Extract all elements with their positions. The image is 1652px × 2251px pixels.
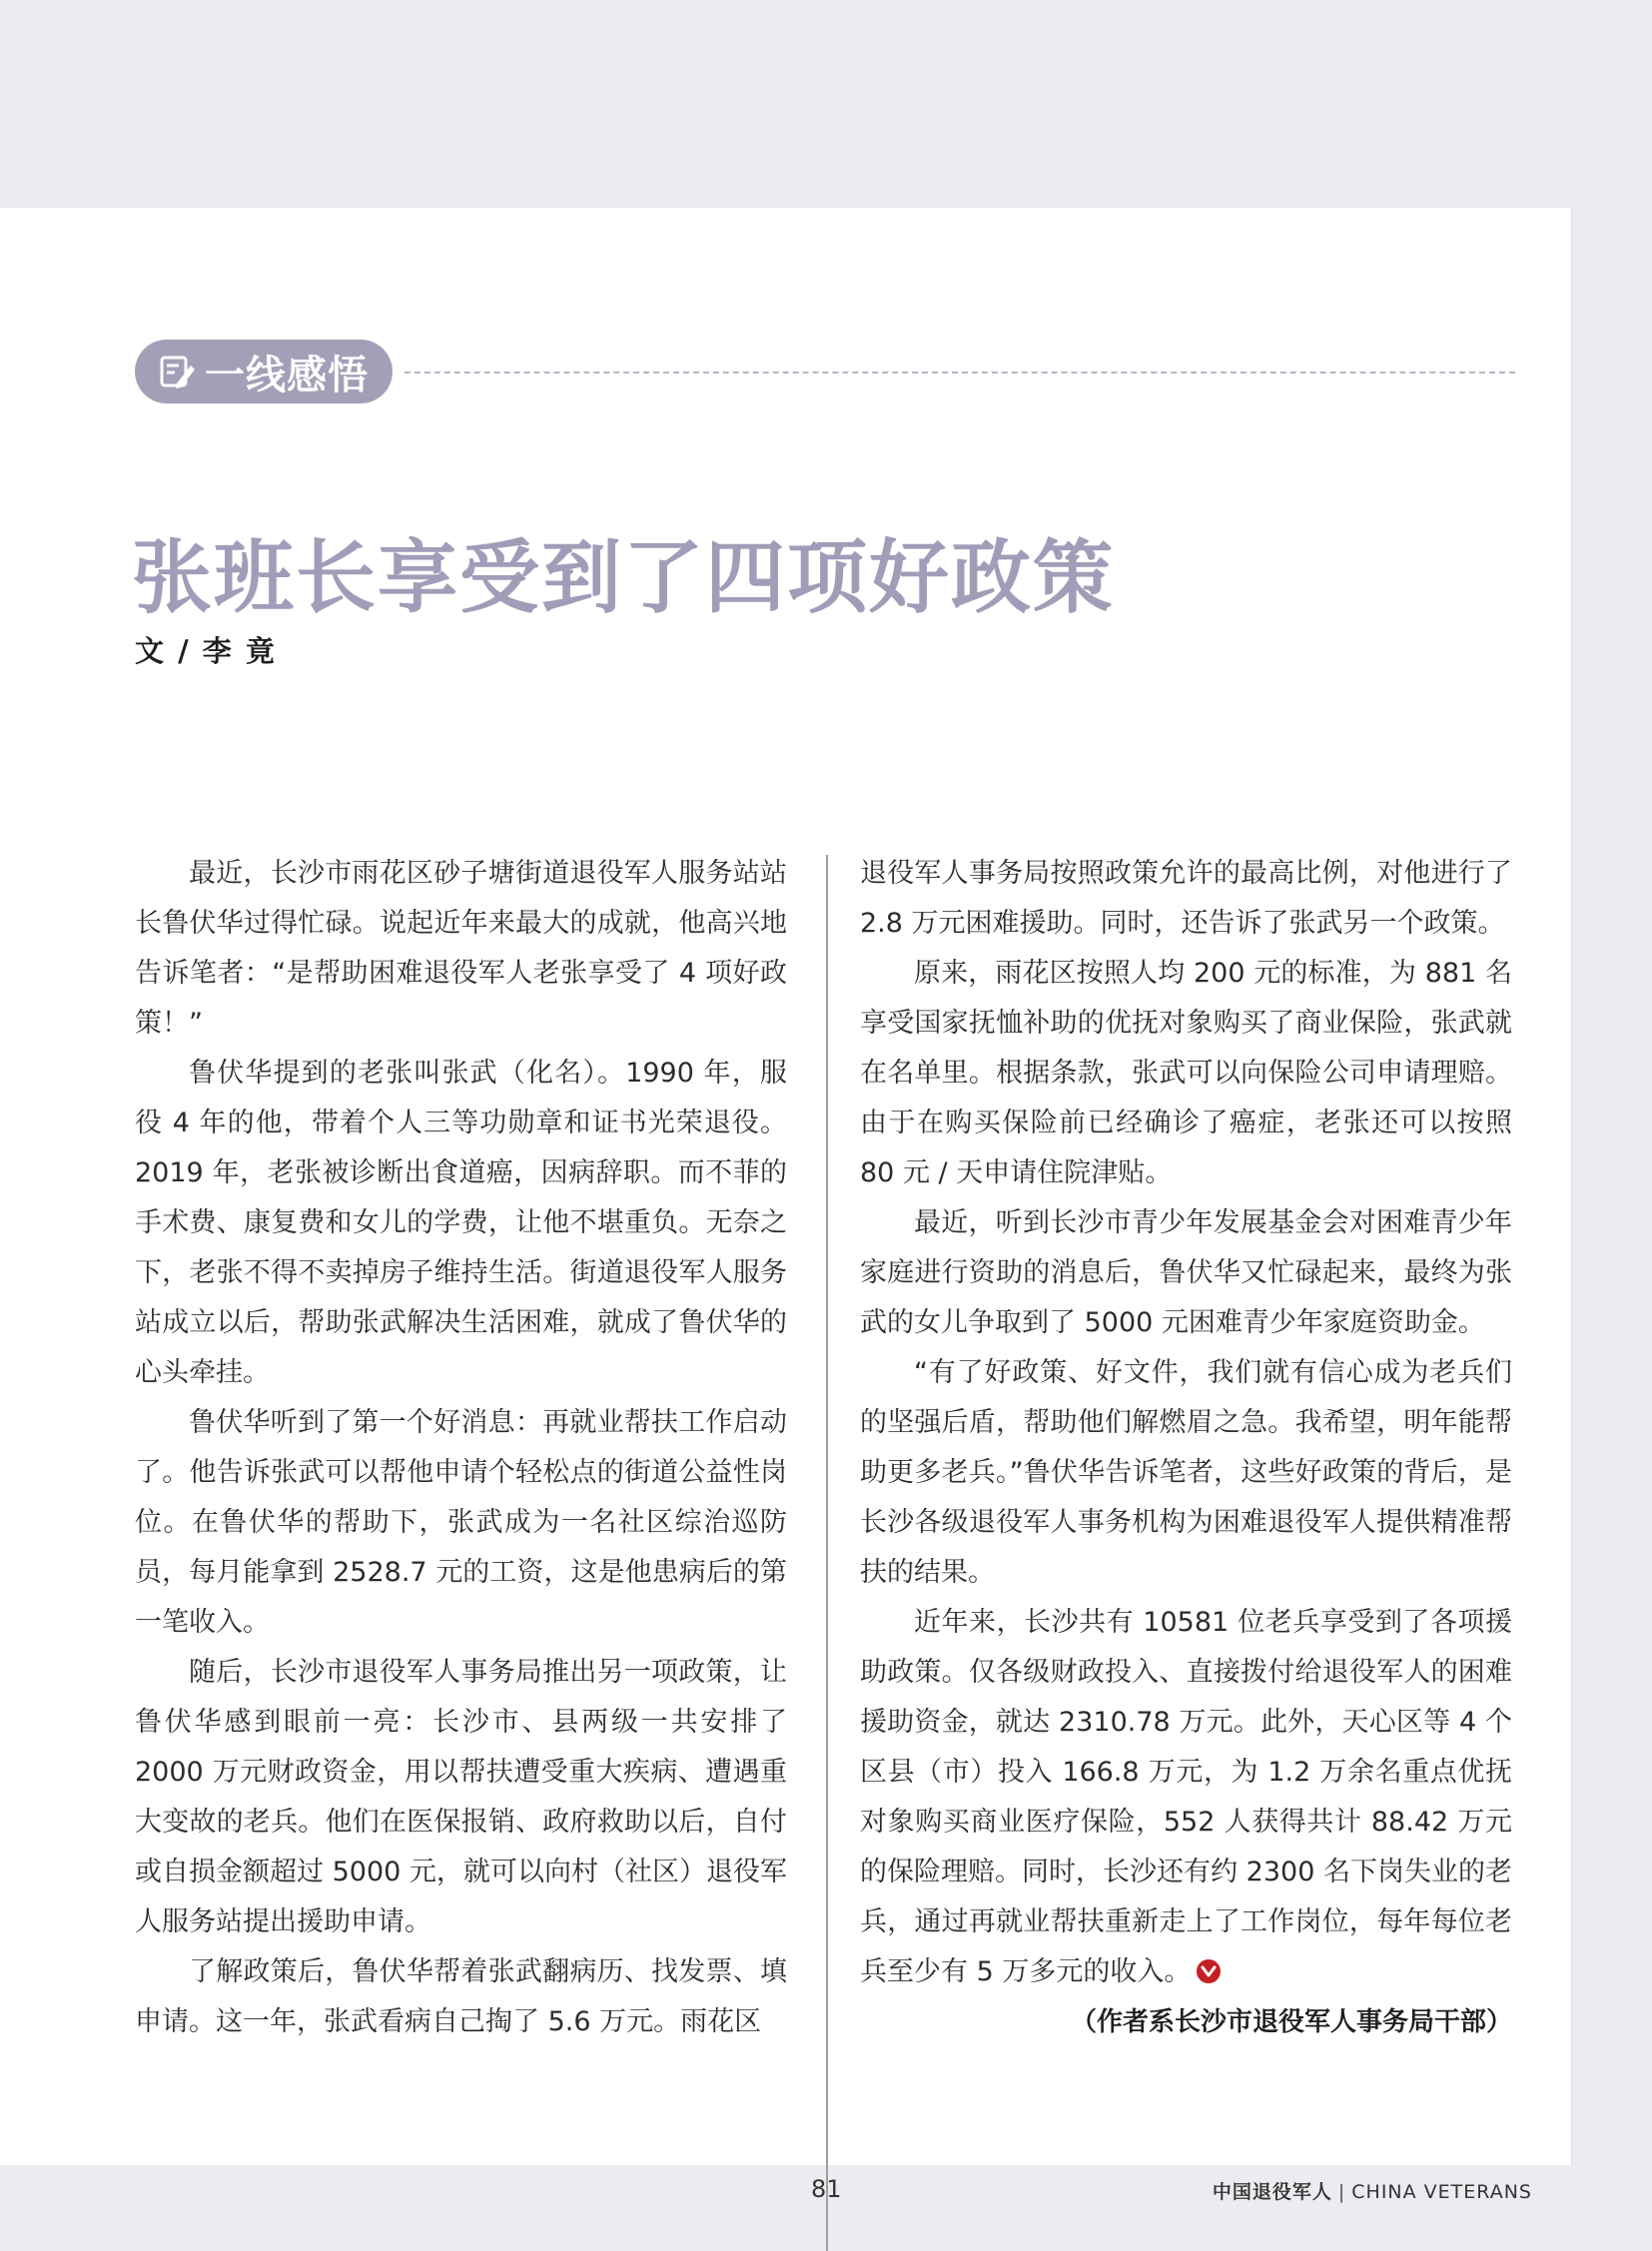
section-label: 一线感悟 [205,352,369,398]
paragraph-text: 近年来，长沙共有 10581 位老兵享受到了各项援助政策。仅各级财政投入、直接拨付给退役军人的困难援助资金，就达 2310.78 万元。此外，天心区等 4 个区县（市）投入 166.8 万元，为 1.2 万余名重点优抚对象购买商业医疗保险，552 人获得共计 88.42 万元的保险理赔。同时，长沙还有约 2300 名下岗失业的老兵，通过再就业帮扶重新走上了工作岗位，每年每位老兵至少有 5 万多元的收入。 [860,1607,1512,1987]
paragraph: 原来，雨花区按照人均 200 元的标准，为 881 名享受国家抚恤补助的优抚对象购买了商业保险，张武就在名单里。根据条款，张武可以向保险公司申请理赔。由于在购买保险前已经确诊了癌症，老张还可以按照 80 元 / 天申请住院津贴。 [860,958,1512,1188]
article-column-left [135,849,787,2047]
paragraph: 最近，听到长沙市青少年发展基金会对困难青少年家庭进行资助的消息后，鲁伏华又忙碌起来，最终为张武的女儿争取到了 5000 元困难青少年家庭资助金。 [860,1207,1512,1338]
notepad-pen-icon [157,352,197,391]
page-footer [0,2175,1652,2215]
paragraph: “有了好政策、好文件，我们就有信心成为老兵们的坚强后盾，帮助他们解燃眉之急。我希望，明年能帮助更多老兵。”鲁伏华告诉笔者，这些好政策的背后，是长沙各级退役军人事务机构为困难退役军人提供精准帮扶的结果。 [860,1357,1512,1588]
magazine-separator: | [1337,2181,1346,2203]
section-tag [135,340,393,403]
article-column-right [860,849,1512,2047]
magazine-name-cn: 中国退役军人 [1212,2181,1332,2203]
paragraph: 了解政策后，鲁伏华帮着张武翻病历、找发票、填申请。这一年，张武看病自己掏了 5.6 万元。雨花区 [135,1956,787,2037]
article-title: 张班长享受到了四项好政策 [132,531,1115,624]
paragraph: 鲁伏华提到的老张叫张武（化名）。1990 年，服役 4 年的他，带着个人三等功勋章和证书光荣退役。2019 年，老张被诊断出食道癌，因病辞职。而不菲的手术费、康复费和女儿的学费，让他不堪重负。无奈之下，老张不得不卖掉房子维持生活。街道退役军人服务站成立以后，帮助张武解决生活困难，就成了鲁伏华的心头牵挂。 [135,1058,787,1388]
paragraph [860,1598,1512,1997]
section-dashed-rule [405,372,1515,374]
magazine-name-en: CHINA VETERANS [1351,2181,1532,2203]
red-chevron-end-icon [1197,1959,1221,1983]
page-number: 81 [811,2175,842,2203]
author-note: （作者系长沙市退役军人事务局干部） [1070,2007,1512,2037]
paragraph-continuation: 退役军人事务局按照政策允许的最高比例，对他进行了 2.8 万元困难援助。同时，还告诉了张武另一个政策。 [860,858,1512,939]
magazine-name [1213,2177,1532,2204]
article-byline: 文 / 李 竟 [135,634,277,668]
paragraph: 最近，长沙市雨花区砂子塘街道退役军人服务站站长鲁伏华过得忙碌。说起近年来最大的成就，他高兴地告诉笔者：“是帮助困难退役军人老张享受了 4 项好政策！” [135,858,787,1039]
paragraph: 鲁伏华听到了第一个好消息：再就业帮扶工作启动了。他告诉张武可以帮他申请个轻松点的街道公益性岗位。在鲁伏华的帮助下，张武成为一名社区综治巡防员，每月能拿到 2528.7 元的工资，这是他患病后的第一笔收入。 [135,1407,787,1638]
column-divider [826,855,828,2251]
page-sheet [0,208,1572,2165]
paragraph: 随后，长沙市退役军人事务局推出另一项政策，让鲁伏华感到眼前一亮：长沙市、县两级一共安排了 2000 万元财政资金，用以帮扶遭受重大疾病、遭遇重大变故的老兵。他们在医保报销、政府救助以后，自付或自损金额超过 5000 元，就可以向村（社区）退役军人服务站提出援助申请。 [135,1657,787,1937]
